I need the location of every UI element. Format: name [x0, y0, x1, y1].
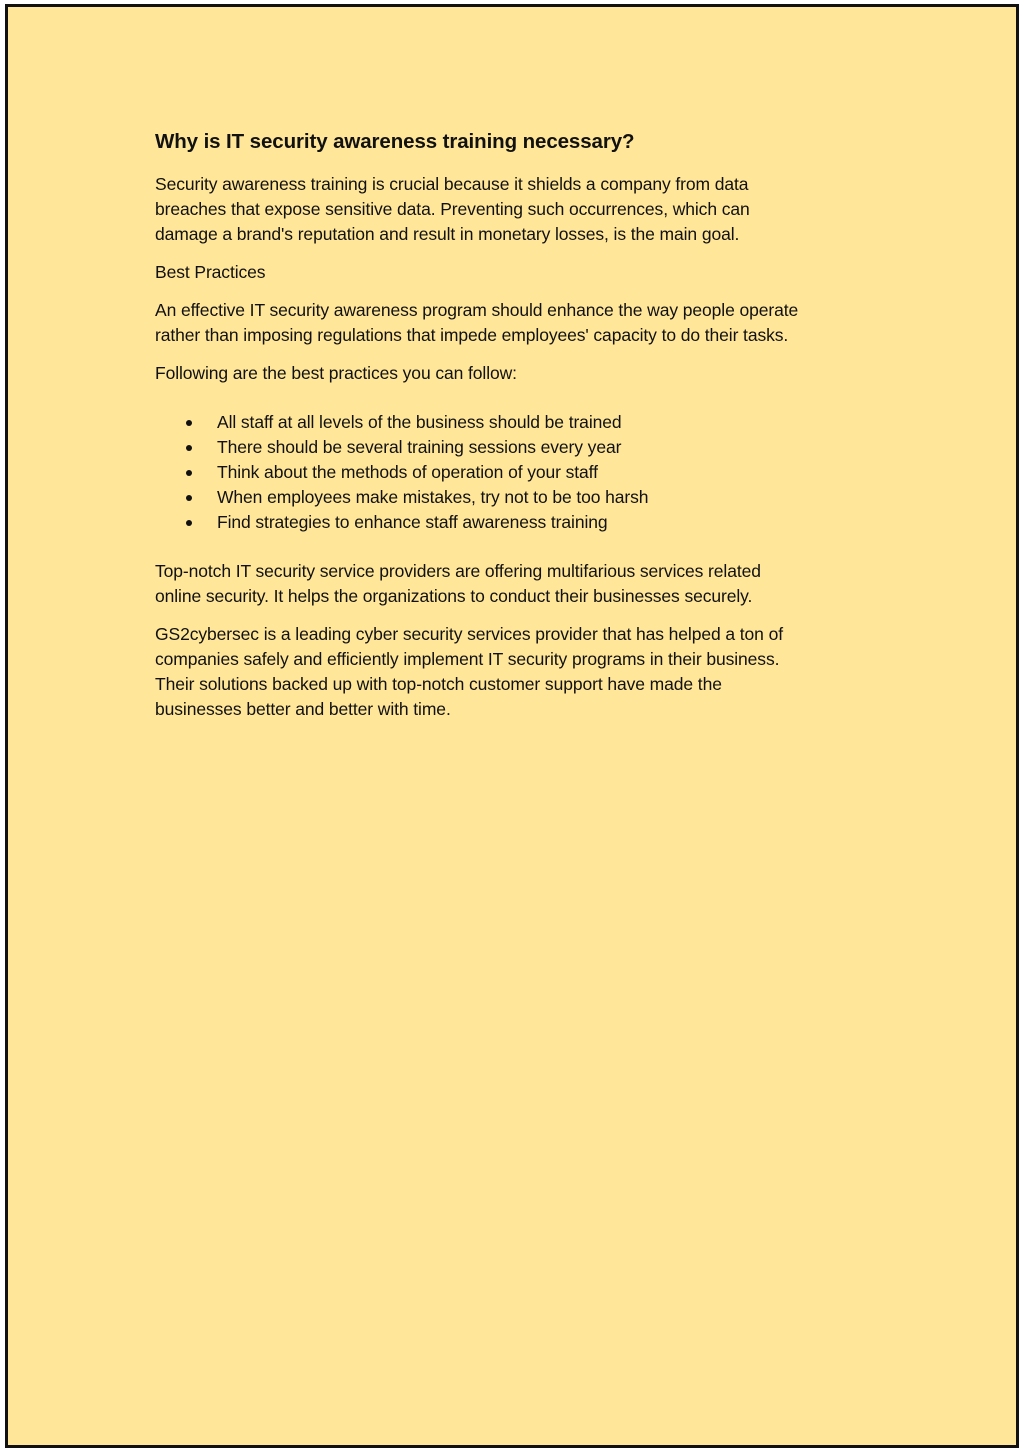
- best-practices-label: Best Practices: [155, 262, 266, 282]
- program-paragraph: [155, 298, 870, 348]
- gs2cybersec-paragraph: [155, 622, 870, 722]
- document-page: [5, 4, 1019, 1448]
- intro-paragraph: [155, 172, 870, 247]
- bullet-icon: [186, 495, 192, 501]
- page-title: Why is IT security awareness training necessary?: [155, 130, 635, 153]
- program-line: rather than imposing regulations that impede employees' capacity to do their tasks.: [155, 325, 789, 345]
- list-item: [155, 435, 870, 460]
- gs2cybersec-line: GS2cybersec is a leading cyber security services provider that has helped a ton of: [155, 624, 783, 644]
- bullet-icon: [186, 445, 192, 451]
- list-item: [155, 410, 870, 435]
- list-item-text: All staff at all levels of the business should be trained: [217, 412, 622, 432]
- following-paragraph: Following are the best practices you can follow:: [155, 363, 517, 383]
- providers-line: online security. It helps the organizations to conduct their businesses securely.: [155, 586, 753, 606]
- providers-paragraph: [155, 559, 870, 609]
- bullet-icon: [186, 470, 192, 476]
- document-content: [155, 125, 870, 735]
- providers-line: Top-notch IT security service providers are offering multifarious services related: [155, 561, 761, 581]
- bullet-icon: [186, 520, 192, 526]
- best-practices-list: [155, 410, 870, 535]
- list-item: [155, 485, 870, 510]
- list-item-text: When employees make mistakes, try not to be too harsh: [217, 487, 649, 507]
- intro-line: Security awareness training is crucial because it shields a company from data: [155, 174, 749, 194]
- bullet-icon: [186, 420, 192, 426]
- intro-line: breaches that expose sensitive data. Preventing such occurrences, which can: [155, 199, 750, 219]
- list-item-text: Think about the methods of operation of your staff: [217, 462, 598, 482]
- list-item-text: There should be several training sessions every year: [217, 437, 622, 457]
- program-line: An effective IT security awareness program should enhance the way people operate: [155, 300, 799, 320]
- gs2cybersec-line: companies safely and efficiently implement IT security programs in their business.: [155, 649, 780, 669]
- gs2cybersec-line: Their solutions backed up with top-notch customer support have made the: [155, 674, 722, 694]
- gs2cybersec-line: businesses better and better with time.: [155, 699, 451, 719]
- list-item: [155, 510, 870, 535]
- list-item-text: Find strategies to enhance staff awareness training: [217, 512, 608, 532]
- intro-line: damage a brand's reputation and result in monetary losses, is the main goal.: [155, 224, 740, 244]
- list-item: [155, 460, 870, 485]
